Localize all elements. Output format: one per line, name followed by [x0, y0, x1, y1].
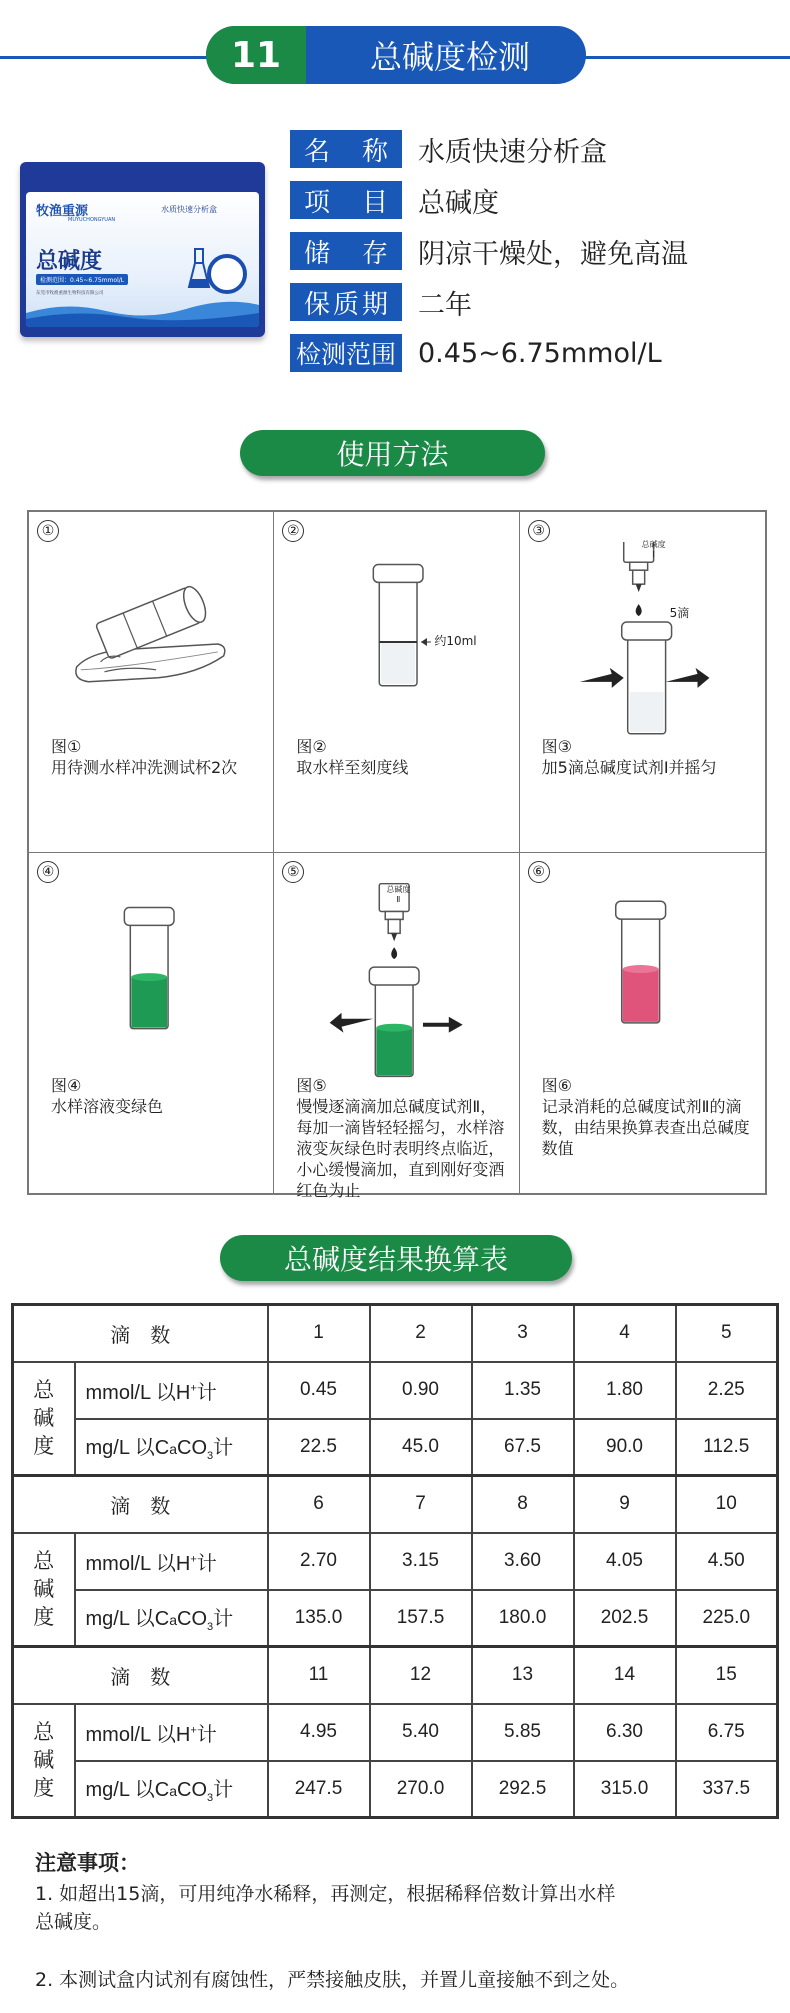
mg-cell: 180.0 — [472, 1590, 574, 1647]
side-label-char: 碱 — [33, 1406, 55, 1431]
unit-text: 计 — [196, 1723, 217, 1746]
step-cell-1 — [29, 512, 274, 853]
mg-cell: 202.5 — [574, 1590, 676, 1647]
unit-sup: + — [190, 1552, 197, 1565]
mg-cell: 90.0 — [574, 1419, 676, 1476]
step-caption: 图⑥ 记录消耗的总碱度试剂Ⅱ的滴数，由结果换算表查出总碱度数值 — [541, 1075, 750, 1158]
step-caption: 图① 用待测水样冲洗测试杯2次 — [51, 737, 238, 777]
unit-text: 计 — [213, 1779, 234, 1802]
mg-cell: 270.0 — [370, 1761, 472, 1818]
mmol-cell: 4.95 — [268, 1704, 370, 1761]
mmol-row — [13, 1362, 778, 1419]
mg-cell: 315.0 — [574, 1761, 676, 1818]
quality-badge-icon — [207, 254, 247, 294]
step-cell-4 — [29, 853, 274, 1194]
drops-row — [13, 1305, 778, 1362]
unit-text: 计 — [213, 1608, 234, 1631]
step-number: ② — [282, 520, 304, 542]
side-label-char: 总 — [33, 1549, 55, 1574]
unit-text: mg/L 以C — [85, 1779, 170, 1802]
unit-sub: 3 — [207, 1792, 214, 1805]
conversion-table — [11, 1303, 779, 1819]
mg-cell: 22.5 — [268, 1419, 370, 1476]
side-label-char: 总 — [33, 1720, 55, 1745]
mmol-cell: 2.25 — [676, 1362, 778, 1419]
unit-mg-label — [75, 1590, 268, 1647]
product-address: 东莞市牧渔重源生物科技有限公司 — [36, 291, 104, 296]
product-range: 检测范围：0.45~6.75mmol/L — [36, 274, 128, 285]
unit-text: CO — [177, 1437, 208, 1460]
unit-mg-label — [75, 1419, 268, 1476]
unit-mmol-label — [75, 1533, 268, 1590]
info-row-item — [290, 181, 499, 219]
side-label-char: 碱 — [33, 1748, 55, 1773]
drops-row — [13, 1476, 778, 1533]
info-label: 检测范围 — [290, 334, 402, 372]
mmol-cell: 1.35 — [472, 1362, 574, 1419]
drops-annotation: 5滴 — [669, 606, 690, 620]
unit-text: CO — [177, 1608, 208, 1631]
side-label-char: 度 — [33, 1776, 55, 1801]
drops-cell: 15 — [676, 1647, 778, 1704]
step-caption: 图⑤ 慢慢逐滴滴加总碱度试剂Ⅱ，每加一滴皆轻轻摇匀，水样溶液变灰绿色时表明终点临近，小心缓慢滴加，直到刚好变酒红色为止 — [296, 1075, 505, 1200]
mmol-cell: 6.75 — [676, 1704, 778, 1761]
mmol-cell: 0.90 — [370, 1362, 472, 1419]
drops-cell: 7 — [370, 1476, 472, 1533]
info-row-shelf-life — [290, 283, 472, 321]
mmol-row — [13, 1704, 778, 1761]
red-tube-illustration — [520, 883, 765, 1083]
mmol-cell: 5.40 — [370, 1704, 472, 1761]
info-value: 阴凉干燥处，避免高温 — [418, 238, 688, 270]
drops-cell: 12 — [370, 1647, 472, 1704]
mg-cell: 67.5 — [472, 1419, 574, 1476]
drops-cell: 14 — [574, 1647, 676, 1704]
unit-text: 计 — [196, 1552, 217, 1575]
mmol-cell: 3.60 — [472, 1533, 574, 1590]
drops-label: 滴 数 — [13, 1305, 268, 1362]
unit-mmol-label — [75, 1704, 268, 1761]
note-item-2: 2. 本测试盒内试剂有腐蚀性，严禁接触皮肤，并置儿童接触不到之处。 — [35, 1969, 630, 1991]
unit-text: mg/L 以C — [85, 1608, 170, 1631]
mg-cell: 337.5 — [676, 1761, 778, 1818]
drops-cell: 1 — [268, 1305, 370, 1362]
unit-text: 计 — [196, 1381, 217, 1404]
step-cell-3 — [520, 512, 765, 853]
product-subtitle: 水质快速分析盒 — [161, 205, 217, 214]
info-row-storage — [290, 232, 688, 270]
step-cell-2 — [274, 512, 519, 853]
rinse-cup-illustration — [29, 542, 273, 742]
mmol-cell: 0.45 — [268, 1362, 370, 1419]
mmol-cell: 6.30 — [574, 1704, 676, 1761]
unit-mmol-label — [75, 1362, 268, 1419]
info-label: 保 质 期 — [290, 283, 402, 321]
method-section-title: 使用方法 — [240, 430, 545, 476]
mmol-row — [13, 1533, 778, 1590]
side-label-char: 总 — [33, 1378, 55, 1403]
side-label-char: 度 — [33, 1605, 55, 1630]
method-steps-grid — [27, 510, 767, 1200]
mmol-cell: 5.85 — [472, 1704, 574, 1761]
side-label-char: 度 — [33, 1434, 55, 1459]
mmol-cell: 3.15 — [370, 1533, 472, 1590]
step-number: ① — [37, 520, 59, 542]
step-caption: 图② 取水样至刻度线 — [296, 737, 409, 777]
info-value: 水质快速分析盒 — [418, 136, 607, 168]
table-section-title: 总碱度结果换算表 — [220, 1235, 572, 1281]
drops-cell: 2 — [370, 1305, 472, 1362]
unit-text: mmol/L 以H — [85, 1723, 191, 1746]
alkalinity-side-label — [13, 1533, 75, 1647]
product-box-image — [20, 162, 265, 337]
unit-text: CO — [177, 1779, 208, 1802]
info-value: 二年 — [418, 289, 472, 321]
unit-small: a — [169, 1783, 178, 1800]
info-value: 0.45~6.75mmol/L — [418, 337, 662, 369]
mg-cell: 112.5 — [676, 1419, 778, 1476]
side-label-char: 碱 — [33, 1577, 55, 1602]
drops-row — [13, 1647, 778, 1704]
product-brand-en: MUYUCHONGYUAN — [68, 217, 116, 223]
mg-row — [13, 1590, 778, 1647]
mg-cell: 157.5 — [370, 1590, 472, 1647]
unit-sup: + — [190, 1723, 197, 1736]
unit-sup: + — [190, 1381, 197, 1394]
info-label: 储 存 — [290, 232, 402, 270]
alkalinity-side-label — [13, 1704, 75, 1818]
drops-cell: 11 — [268, 1647, 370, 1704]
step-caption: 图③ 加5滴总碱度试剂Ⅰ并摇匀 — [541, 737, 717, 777]
mmol-cell: 4.50 — [676, 1533, 778, 1590]
product-name: 总碱度 — [36, 249, 103, 274]
drops-label: 滴 数 — [13, 1647, 268, 1704]
unit-text: 计 — [213, 1437, 234, 1460]
mg-cell: 292.5 — [472, 1761, 574, 1818]
drops-cell: 10 — [676, 1476, 778, 1533]
drops-cell: 6 — [268, 1476, 370, 1533]
unit-mg-label — [75, 1761, 268, 1818]
info-label: 项 目 — [290, 181, 402, 219]
drops-cell: 8 — [472, 1476, 574, 1533]
green-tube-illustration — [29, 883, 273, 1083]
unit-text: mg/L 以C — [85, 1437, 170, 1460]
step-cell-6 — [520, 853, 765, 1194]
unit-sub: 3 — [207, 1621, 214, 1634]
drops-cell: 13 — [472, 1647, 574, 1704]
step-number: ⑥ — [528, 861, 550, 883]
unit-small: a — [169, 1441, 178, 1458]
unit-small: a — [169, 1612, 178, 1629]
add-reagent-1-illustration — [520, 542, 765, 742]
info-value: 总碱度 — [418, 187, 499, 219]
drops-label: 滴 数 — [13, 1476, 268, 1533]
note-item-1: 1. 如超出15滴，可用纯净水稀释，再测定，根据稀释倍数计算出水样 总碱度。 — [35, 1883, 616, 1933]
drops-cell: 3 — [472, 1305, 574, 1362]
step-caption: 图④ 水样溶液变绿色 — [51, 1075, 164, 1116]
wave-decoration-icon — [26, 299, 259, 327]
reagent-label: 总碱度 Ⅱ — [386, 884, 411, 904]
page-title: 总碱度检测 — [369, 38, 530, 76]
info-row-name — [290, 130, 607, 168]
mg-cell: 135.0 — [268, 1590, 370, 1647]
unit-text: mmol/L 以H — [85, 1552, 191, 1575]
drops-cell: 4 — [574, 1305, 676, 1362]
step-cell-5 — [274, 853, 519, 1200]
alkalinity-side-label — [13, 1362, 75, 1476]
info-label: 名 称 — [290, 130, 402, 168]
step-number: ④ — [37, 861, 59, 883]
titrate-reagent-2-illustration — [274, 883, 518, 1083]
step-number: ③ — [528, 520, 550, 542]
section-number: 11 — [206, 26, 306, 84]
product-brand: 牧渔重源 — [36, 204, 89, 219]
mg-row — [13, 1761, 778, 1818]
volume-annotation: 约10ml — [434, 634, 477, 648]
drops-cell: 9 — [574, 1476, 676, 1533]
mmol-cell: 4.05 — [574, 1533, 676, 1590]
mg-row — [13, 1419, 778, 1476]
mg-cell: 225.0 — [676, 1590, 778, 1647]
product-box-front — [26, 192, 259, 327]
mmol-cell: 2.70 — [268, 1533, 370, 1590]
notes-title: 注意事项： — [35, 1851, 140, 1875]
drops-cell: 5 — [676, 1305, 778, 1362]
unit-text: mmol/L 以H — [85, 1381, 191, 1404]
info-row-range — [290, 334, 662, 372]
mmol-cell: 1.80 — [574, 1362, 676, 1419]
mg-cell: 247.5 — [268, 1761, 370, 1818]
tube-10ml-illustration — [274, 542, 518, 742]
step-number: ⑤ — [282, 861, 304, 883]
mg-cell: 45.0 — [370, 1419, 472, 1476]
reagent-label: 总碱度 Ⅰ — [641, 540, 666, 559]
unit-sub: 3 — [207, 1450, 214, 1463]
